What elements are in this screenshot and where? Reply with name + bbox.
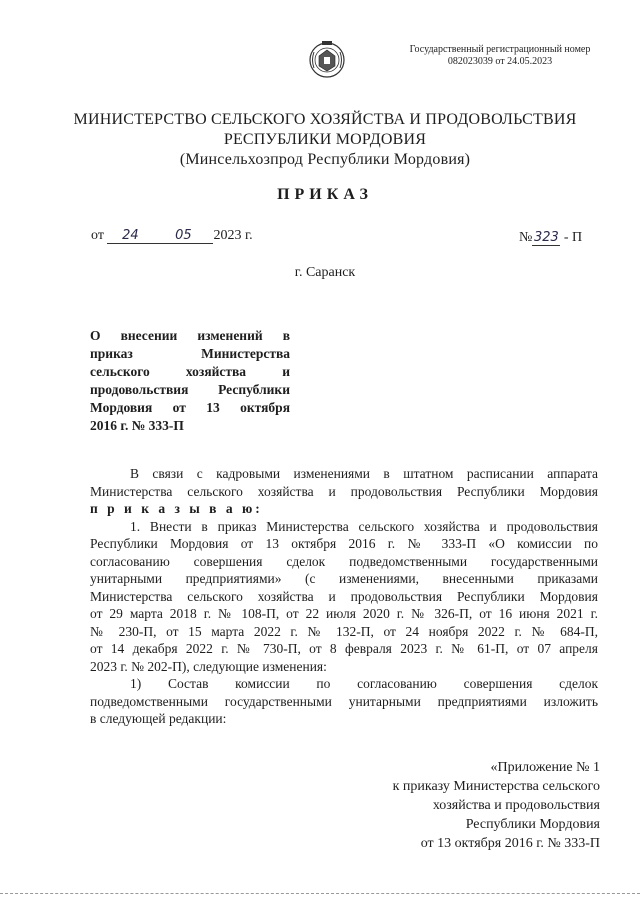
order-date xyxy=(91,228,253,244)
body-line: в следующей редакции: xyxy=(90,711,227,726)
appendix-line: хозяйства и продовольствия xyxy=(432,798,600,813)
body-line: № 230-П, от 15 марта 2022 г. № 132-П, от 24 ноября 2022 г. № 684-П, xyxy=(90,623,598,639)
registration-line-2: 082023039 от 24.05.2023 xyxy=(447,56,553,67)
body-line: Республики Мордовия от 13 октября 2016 г. № 333-П «О комиссии по xyxy=(90,536,598,551)
order-word: п р и к а з ы в а ю: xyxy=(90,501,263,516)
number-prefix: № xyxy=(519,230,533,245)
subject-line: О внесении изменений в xyxy=(90,328,290,343)
body-line: от 29 марта 2018 г. № 108-П, от 22 июля 2020 г. № 326-П, от 16 июня 2021 г. xyxy=(90,606,598,621)
ministry-line-2: РЕСПУБЛИКИ МОРДОВИЯ xyxy=(223,131,427,148)
appendix-line: Республики Мордовия xyxy=(465,817,600,832)
date-day: 24 xyxy=(107,229,153,244)
appendix-line: от 13 октября 2016 г. № 333-П xyxy=(420,836,600,851)
appendix-reference xyxy=(360,758,600,853)
order-body xyxy=(90,465,598,728)
body-line: Министерства сельского хозяйства и продовольствия Республики Мордовия xyxy=(90,588,598,604)
coat-of-arms-icon xyxy=(308,38,346,82)
date-month: 05 xyxy=(153,229,213,244)
city: г. Саранск xyxy=(294,265,356,280)
body-line: В связи с кадровыми изменениями в штатном расписании аппарата xyxy=(130,466,598,481)
number-suffix: - П xyxy=(563,230,583,245)
registration-note xyxy=(400,44,600,68)
number-value: 323 xyxy=(533,230,559,245)
page-edge-divider xyxy=(0,893,640,894)
order-number xyxy=(519,230,582,246)
date-year: 2023 г. xyxy=(213,228,253,243)
appendix-line: к приказу Министерства сельского xyxy=(392,779,600,794)
subject-line: продовольствия Республики xyxy=(90,382,290,397)
body-line: от 14 декабря 2022 г. № 730-П, от 8 февраля 2023 г. № 61-П, от 07 апреля xyxy=(90,641,598,656)
subject-line: Мордовия от 13 октября xyxy=(90,400,290,415)
registration-line-1: Государственный регистрационный номер xyxy=(409,44,591,55)
subject-line: сельского хозяйства и xyxy=(90,364,290,379)
body-line: 2023 г. № 202-П), следующие изменения: xyxy=(90,658,327,674)
subject-line: 2016 г. № 333-П xyxy=(90,418,184,433)
body-line: Министерства сельского хозяйства и продовольствия Республики Мордовия xyxy=(90,483,598,499)
document-title: ПРИКАЗ xyxy=(277,186,373,203)
ministry-line-1: МИНИСТЕРСТВО СЕЛЬСКОГО ХОЗЯЙСТВА И ПРОДОВОЛЬСТВИЯ xyxy=(73,111,577,128)
body-line: 1) Состав комиссии по согласованию совершения сделок xyxy=(130,676,598,691)
subject-line: приказ Министерства xyxy=(90,346,290,361)
body-line: унитарными предприятиями» (с изменениями, внесенными приказами xyxy=(90,571,598,586)
body-line: 1. Внести в приказ Министерства сельского хозяйства и продовольствия xyxy=(130,518,598,534)
ministry-heading xyxy=(60,110,590,170)
body-line: согласованию совершения сделок подведомственными государственными xyxy=(90,553,598,569)
appendix-line: «Приложение № 1 xyxy=(490,760,600,775)
order-subject xyxy=(90,327,290,435)
body-line: подведомственными государственными унитарными предприятиями изложить xyxy=(90,693,598,709)
date-prefix: от xyxy=(91,228,104,243)
ministry-short-name: (Минсельхозпрод Республики Мордовия) xyxy=(179,151,471,168)
